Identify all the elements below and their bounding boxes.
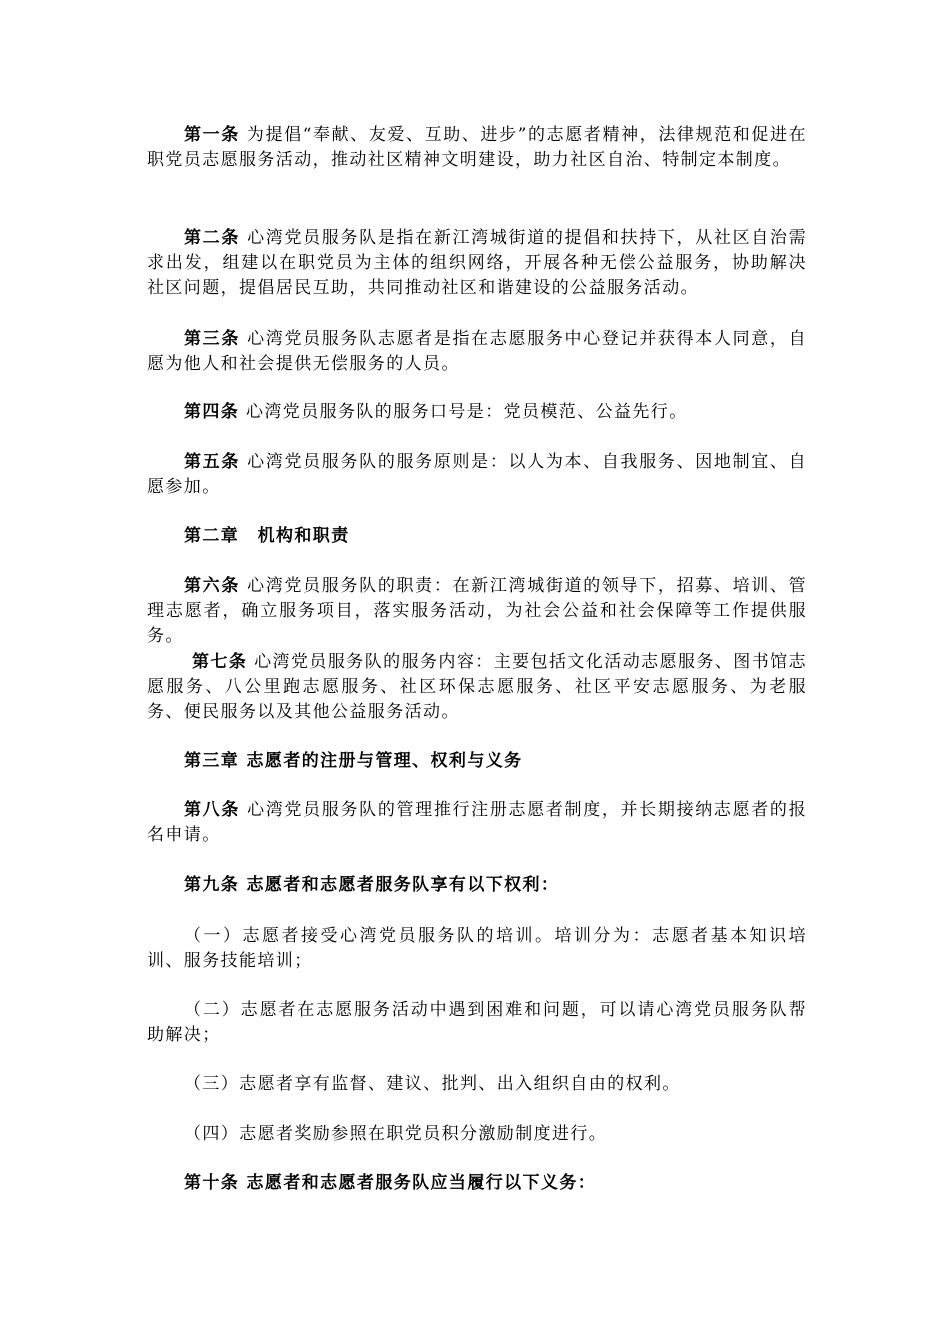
article-4-label: 第四条 xyxy=(184,402,240,422)
article-3-label: 第三条 xyxy=(184,329,241,349)
article-9-heading: 第九条 志愿者和志愿者服务队享有以下权利： xyxy=(184,875,560,895)
article-8-label: 第八条 xyxy=(184,800,241,820)
right-3: （三）志愿者享有监督、建议、批判、出入组织自由的权利。 xyxy=(184,1074,681,1094)
article-6-text: 心湾党员服务队的职责：在新江湾城街道的领导下，招募、培训、管理志愿者，确立服务项目，落实服务活动，为社会公益和社会保障等工作提供服务。 xyxy=(147,576,808,646)
article-1-label: 第一条 xyxy=(184,125,240,145)
article-3-text: 心湾党员服务队志愿者是指在志愿服务中心登记并获得本人同意，自愿为他人和社会提供无偿服务的人员。 xyxy=(147,329,808,374)
article-4-text: 心湾党员服务队的服务口号是：党员模范、公益先行。 xyxy=(239,402,688,422)
article-1 xyxy=(147,123,807,173)
article-6-label: 第六条 xyxy=(184,576,241,596)
article-2 xyxy=(147,226,807,301)
article-8 xyxy=(147,798,807,848)
article-4 xyxy=(147,400,807,425)
article-2-label: 第二条 xyxy=(184,228,241,248)
article-6 xyxy=(147,574,807,649)
article-7 xyxy=(147,650,807,725)
article-3 xyxy=(147,327,807,377)
right-4: （四）志愿者奖励参照在职党员积分激励制度进行。 xyxy=(184,1124,608,1144)
article-1-text: 为提倡“奉献、友爱、互助、进步”的志愿者精神，法律规范和促进在职党员志愿服务活动，推动社区精神文明建设，助力社区自治、特制定本制度。 xyxy=(147,125,807,170)
article-7-text: 心湾党员服务队的服务内容：主要包括文化活动志愿服务、图书馆志愿服务、八公里跑志愿服务、社区环保志愿服务、社区平安志愿服务、为老服务、便民服务以及其他公益服务活动。 xyxy=(147,652,807,722)
chapter-3-heading: 第三章 志愿者的注册与管理、权利与义务 xyxy=(184,751,523,771)
article-5-text: 心湾党员服务队的服务原则是：以人为本、自我服务、因地制宜、自愿参加。 xyxy=(147,452,808,497)
article-5-label: 第五条 xyxy=(184,452,241,472)
article-10-heading: 第十条 志愿者和志愿者服务队应当履行以下义务： xyxy=(184,1173,597,1193)
article-2-text: 心湾党员服务队是指在新江湾城街道的提倡和扶持下，从社区自治需求出发，组建以在职党员为主体的组织网络，开展各种无偿公益服务，协助解决社区问题，提倡居民互助，共同推动社区和谐建设的公益服务活动。 xyxy=(147,228,808,298)
article-7-label: 第七条 xyxy=(192,652,248,672)
right-1: （一）志愿者接受心湾党员服务队的培训。培训分为：志愿者基本知识培训、服务技能培训； xyxy=(147,926,807,971)
right-2: （二）志愿者在志愿服务活动中遇到困难和问题，可以请心湾党员服务队帮助解决； xyxy=(147,1000,807,1045)
chapter-2-heading: 第二章 机构和职责 xyxy=(184,526,350,546)
article-8-text: 心湾党员服务队的管理推行注册志愿者制度，并长期接纳志愿者的报名申请。 xyxy=(147,800,808,845)
article-5 xyxy=(147,450,807,500)
